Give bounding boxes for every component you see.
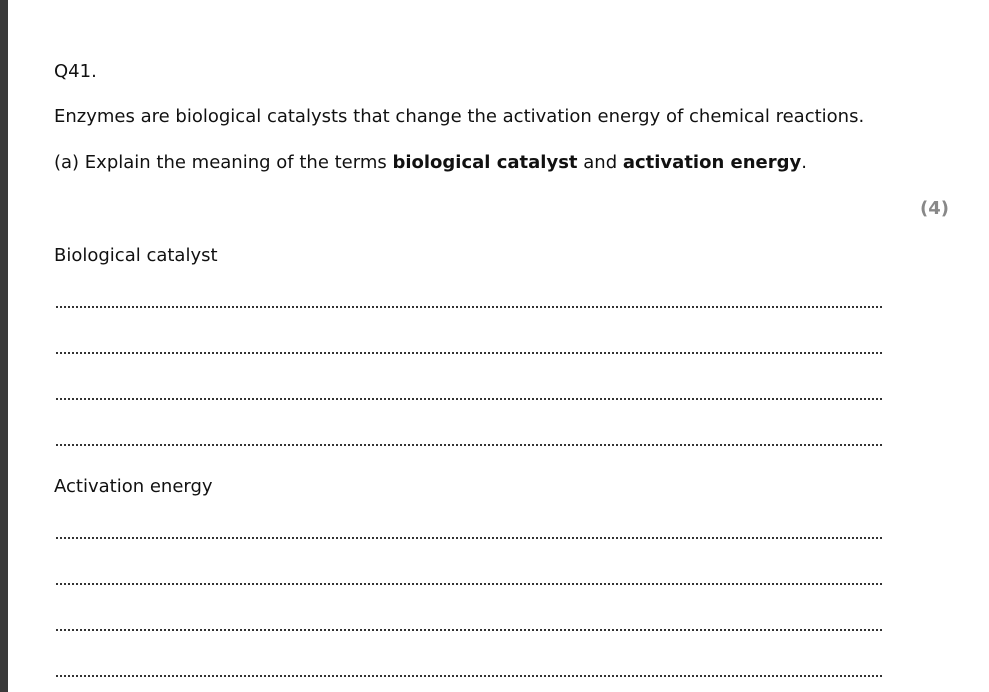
part-a-suffix: . [801, 152, 807, 173]
question-number: Q41. [54, 61, 97, 82]
part-a-connector: and [577, 152, 623, 173]
answer-line-biological-catalyst-3[interactable] [56, 398, 882, 400]
left-border-bar [0, 0, 8, 692]
answer-line-activation-energy-3[interactable] [56, 629, 882, 631]
part-a-prefix: (a) Explain the meaning of the terms [54, 152, 393, 173]
answer-line-activation-energy-2[interactable] [56, 583, 882, 585]
exam-page [8, 0, 989, 692]
term-biological-catalyst: biological catalyst [392, 152, 578, 173]
section-label-activation-energy: Activation energy [54, 476, 213, 497]
part-a-prompt [54, 152, 807, 174]
question-intro: Enzymes are biological catalysts that change the activation energy of chemical reactions. [54, 106, 865, 127]
marks-allocation: (4) [920, 198, 949, 219]
term-activation-energy: activation energy [622, 152, 802, 173]
section-label-biological-catalyst: Biological catalyst [54, 245, 218, 266]
answer-line-activation-energy-1[interactable] [56, 537, 882, 539]
answer-line-biological-catalyst-4[interactable] [56, 444, 882, 446]
answer-line-biological-catalyst-1[interactable] [56, 306, 882, 308]
answer-line-activation-energy-4[interactable] [56, 675, 882, 677]
answer-line-biological-catalyst-2[interactable] [56, 352, 882, 354]
